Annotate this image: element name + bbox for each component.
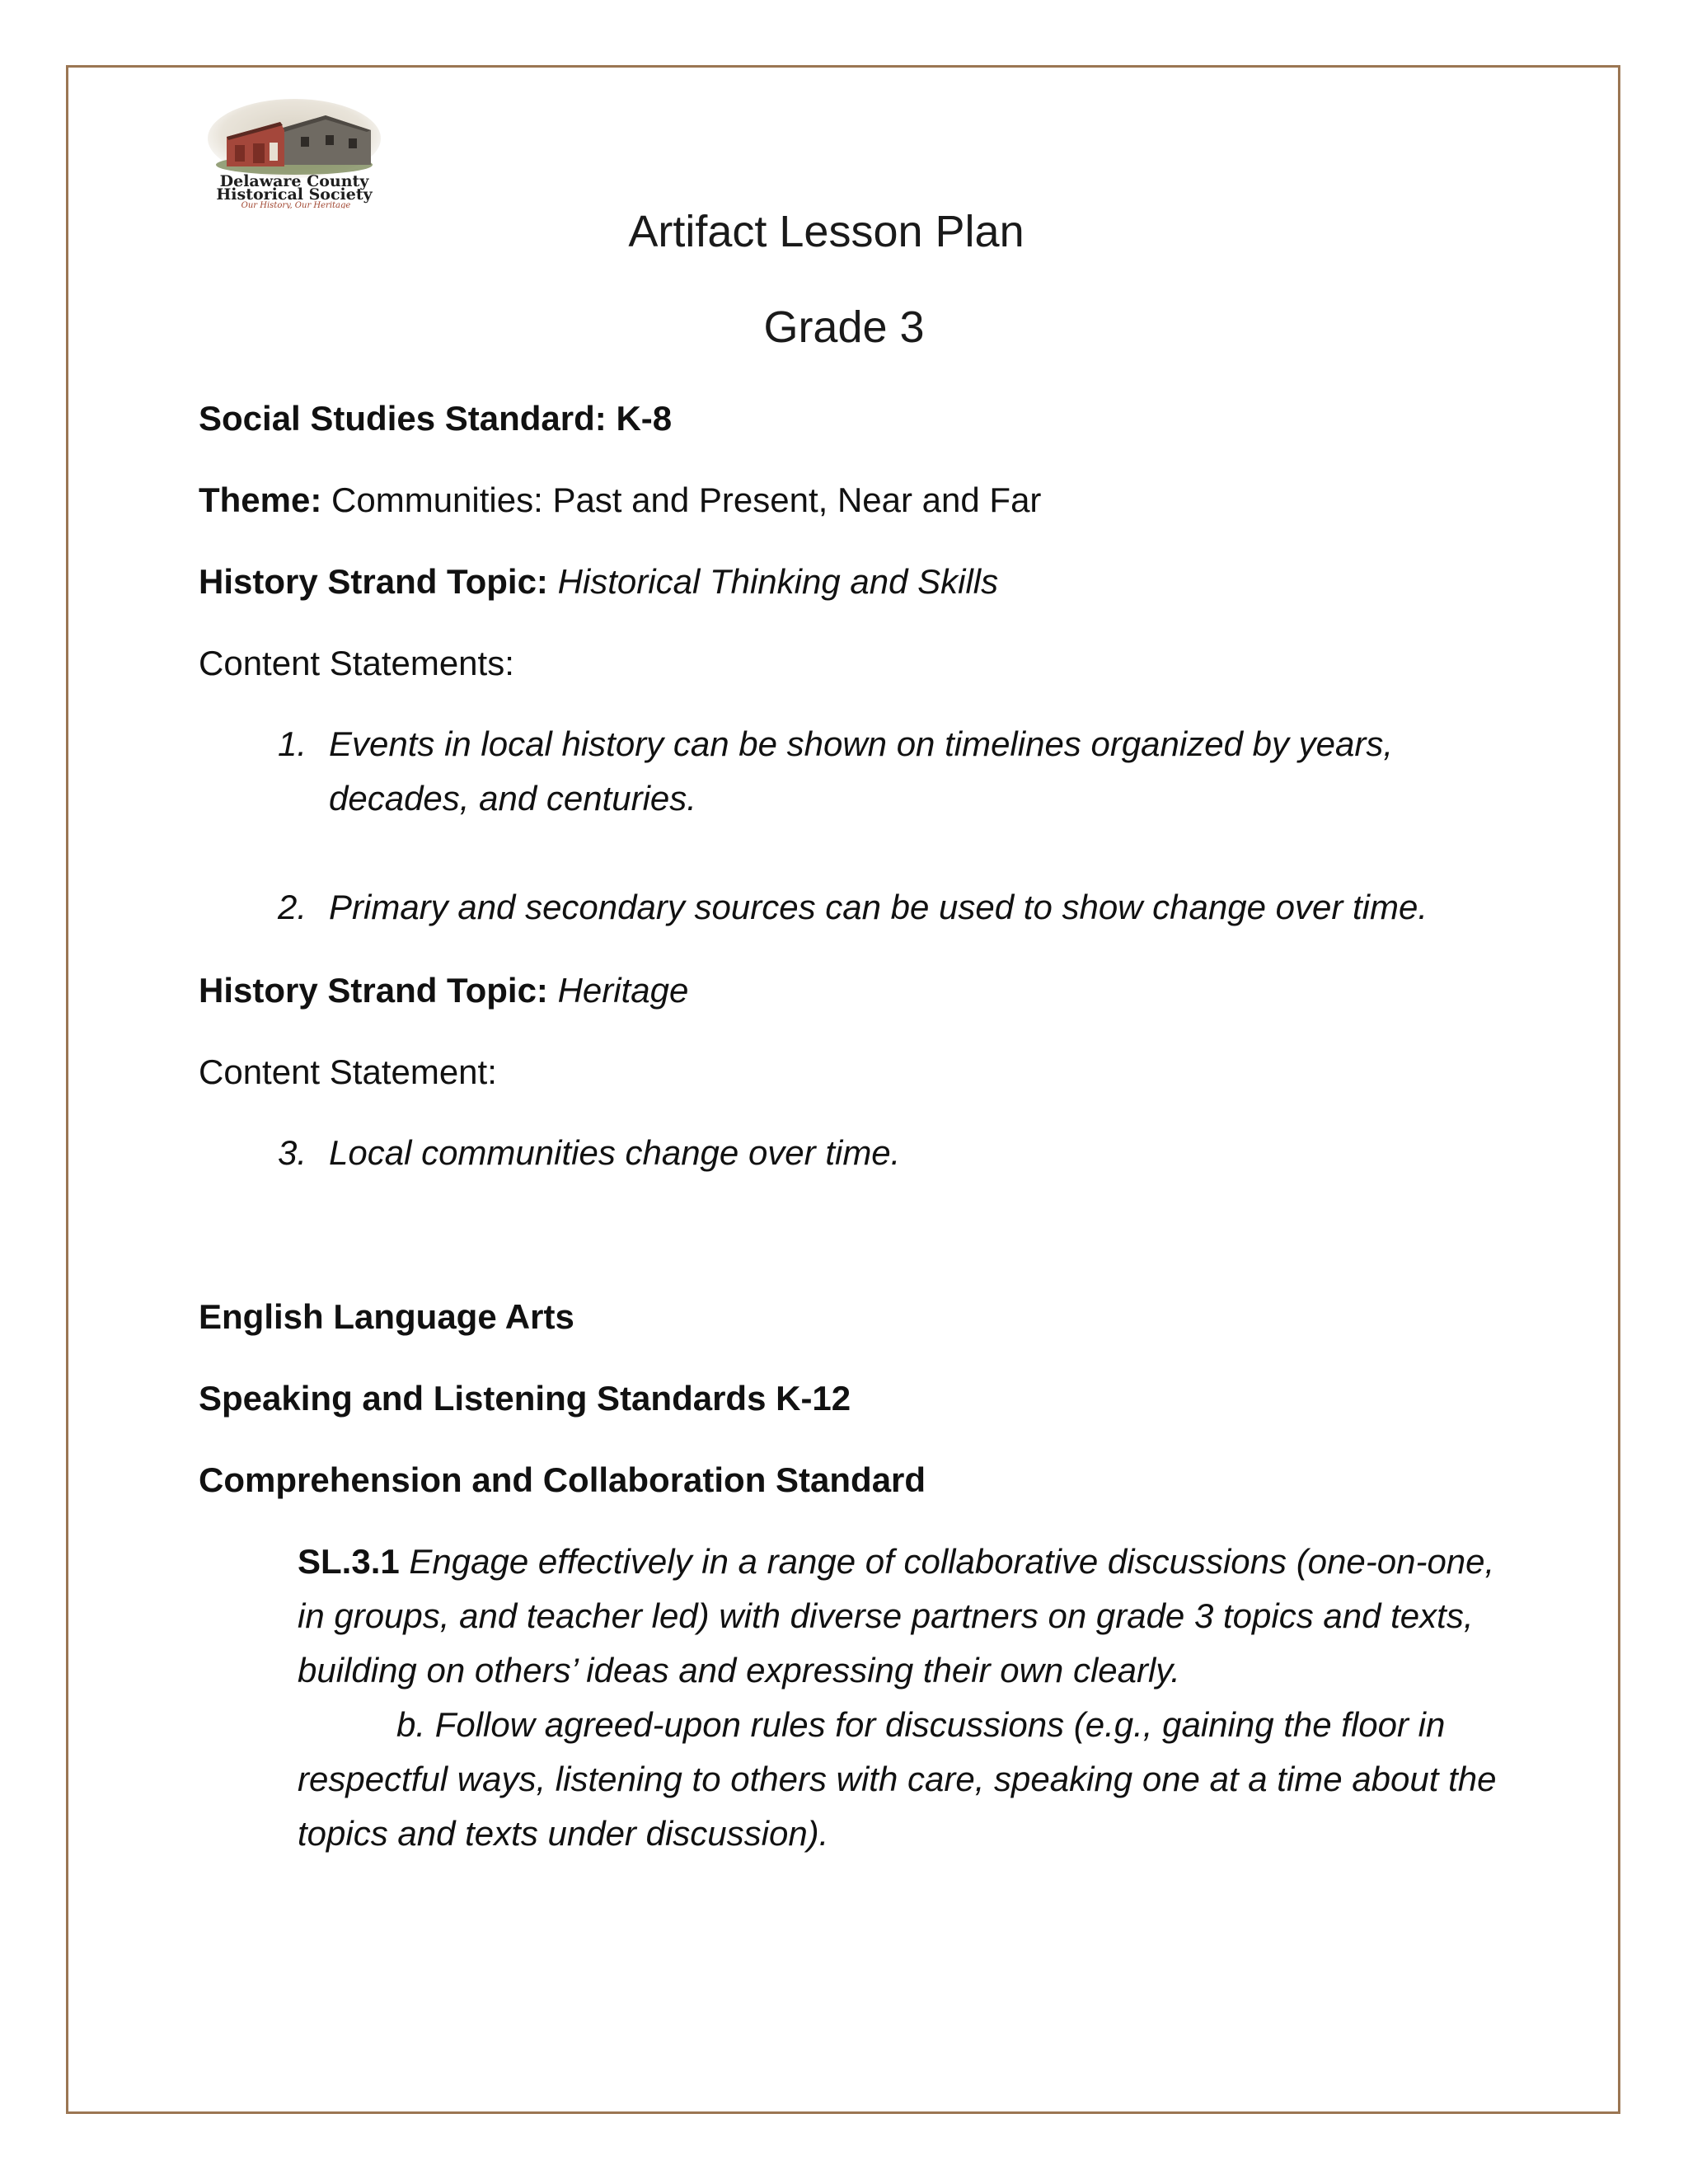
list-item-text: Events in local history can be shown on timelines organized by years, decades, and centuries.: [329, 724, 1394, 818]
strand-label: History Strand Topic:: [199, 562, 548, 601]
history-strand-topic-2: [199, 973, 688, 1008]
history-strand-topic-1: [199, 562, 999, 601]
logo-org-line2: Historical Society: [216, 185, 373, 204]
speaking-listening-heading: Speaking and Listening Standards K-12: [199, 1379, 851, 1418]
sl-code: SL.3.1: [298, 1542, 400, 1581]
logo-org-line1: Delaware County: [219, 172, 369, 190]
content-statements-label: Content Statements:: [199, 644, 514, 682]
list-item: [278, 1126, 1483, 1180]
theme-value: Communities: Past and Present, Near and Far: [331, 480, 1042, 519]
sl-standard-block: [298, 1535, 1501, 1861]
list-item: [278, 717, 1483, 826]
list-item-text: Primary and secondary sources can be used to show change over time.: [329, 888, 1428, 926]
list-item-text: Local communities change over time.: [329, 1133, 901, 1172]
ela-heading: English Language Arts: [199, 1297, 574, 1336]
strand-value: Historical Thinking and Skills: [557, 562, 999, 601]
list-item: [278, 880, 1565, 935]
strand-value: Heritage: [557, 971, 689, 1010]
page-title: Artifact Lesson Plan: [628, 207, 1025, 256]
sl-sub-item: b. Follow agreed-upon rules for discussions (e.g., gaining the floor in respectful ways, listening to others with care, speaking one at a time about the topics and texts under discussion).: [298, 1705, 1497, 1853]
list-item-number: 1.: [278, 724, 307, 763]
content-statement-label: Content Statement:: [199, 1052, 497, 1091]
list-item-number: 3.: [278, 1133, 307, 1172]
theme-line: [199, 480, 1042, 519]
logo-tagline: Our History, Our Heritage: [241, 201, 351, 209]
historical-society-logo: [202, 97, 387, 209]
theme-label: Theme:: [199, 480, 322, 519]
list-item-number: 2.: [278, 888, 307, 926]
strand-label: History Strand Topic:: [199, 971, 548, 1010]
sl-paragraph: [298, 1535, 1501, 1698]
social-studies-standard: Social Studies Standard: K-8: [199, 399, 673, 438]
sl-text: Engage effectively in a range of collaborative discussions (one-on-one, in groups, and teacher led) with diverse partners on grade 3 topics and texts, building on others’ ideas and expressing their own clearly.: [298, 1542, 1495, 1690]
barn-logo-image: [202, 97, 387, 209]
page-subtitle: Grade 3: [763, 302, 925, 352]
comprehension-standard-heading: Comprehension and Collaboration Standard: [199, 1460, 926, 1499]
